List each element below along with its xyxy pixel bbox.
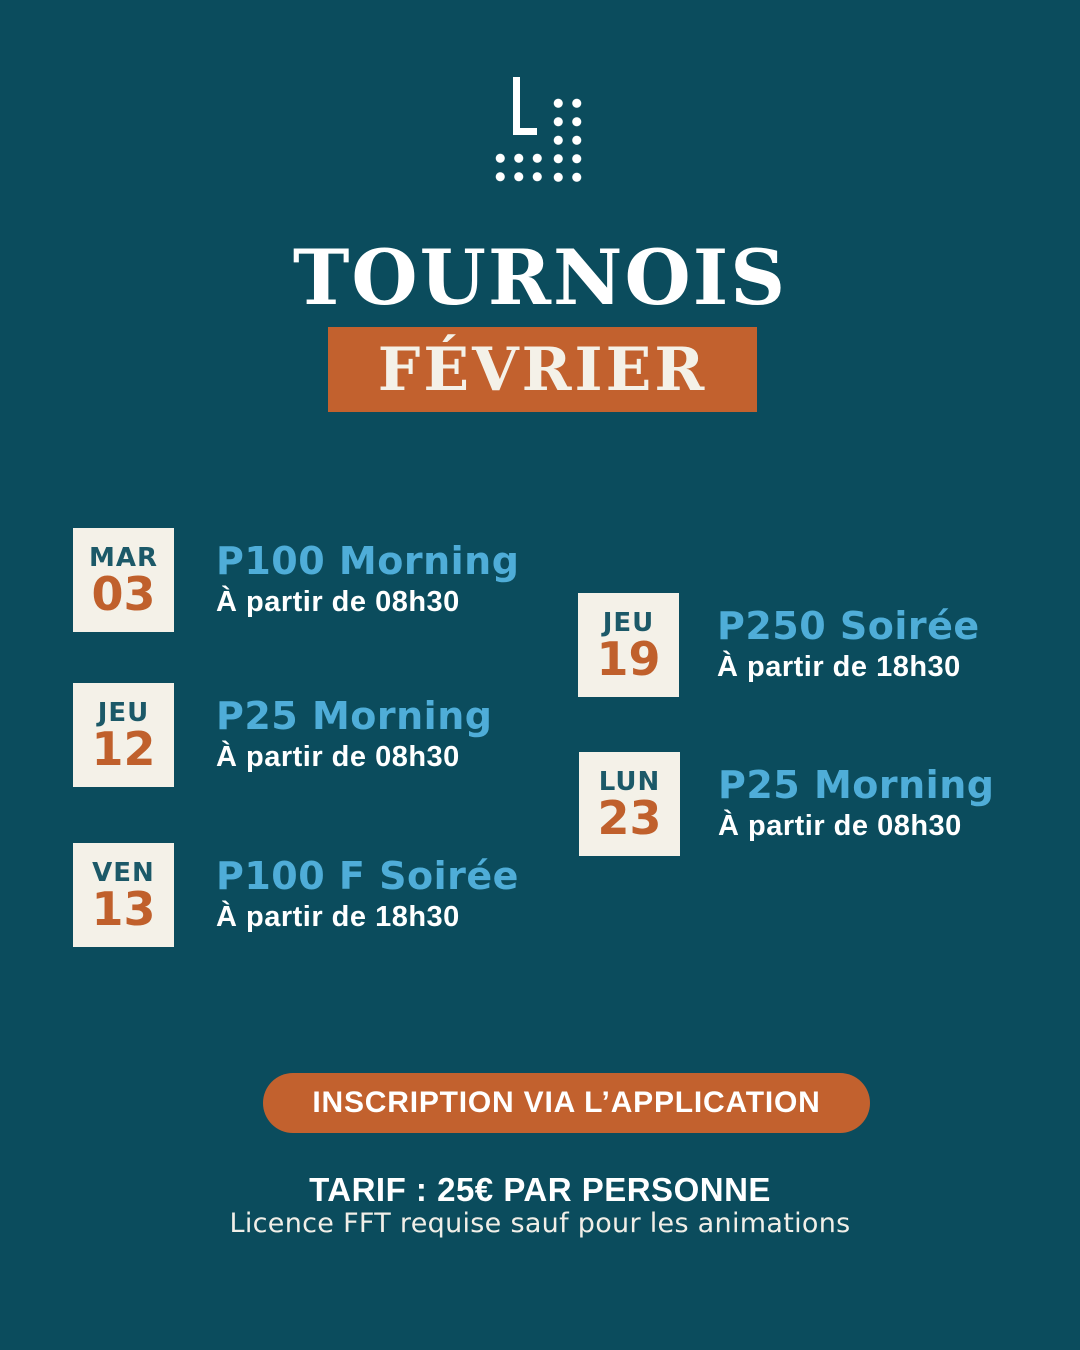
- event-date: 12: [91, 722, 156, 777]
- event-title: P250 Soirée: [717, 603, 980, 648]
- logo-dots-bottom: [491, 149, 547, 186]
- signup-button[interactable]: [263, 1073, 870, 1133]
- price-line: TARIF : 25€ PAR PERSONNE: [309, 1171, 771, 1208]
- event-time: À partir de 18h30: [717, 651, 961, 684]
- licence-note: Licence FFT requise sauf pour les animations: [229, 1208, 851, 1239]
- event-title: P25 Morning: [718, 762, 995, 807]
- event-day: MAR: [88, 542, 158, 573]
- event-row: [73, 683, 492, 787]
- page-title: TOURNOIS: [292, 233, 788, 322]
- date-card: [73, 683, 174, 787]
- date-card: [578, 593, 679, 697]
- event-time: À partir de 08h30: [216, 586, 460, 619]
- logo-dots-right: [549, 94, 586, 187]
- event-date: 03: [91, 567, 156, 622]
- event-time: À partir de 18h30: [216, 901, 460, 934]
- event-row: [579, 752, 994, 856]
- event-info: [216, 695, 492, 775]
- event-info: [718, 764, 994, 844]
- event-day: VEN: [92, 857, 155, 888]
- event-info: [717, 605, 980, 685]
- month-badge-label: FÉVRIER: [377, 334, 708, 405]
- signup-button-label: INSCRIPTION VIA L’APPLICATION: [312, 1086, 821, 1119]
- event-day: JEU: [97, 697, 150, 728]
- event-row: [73, 528, 519, 632]
- club-logo: [491, 77, 586, 187]
- month-badge: [328, 327, 757, 412]
- event-day: JEU: [602, 607, 655, 638]
- event-time: À partir de 08h30: [216, 741, 460, 774]
- date-card: [73, 528, 174, 632]
- event-day: LUN: [598, 766, 661, 797]
- event-row: [578, 593, 980, 697]
- event-title: P100 F Soirée: [216, 853, 519, 898]
- event-date: 23: [597, 791, 662, 846]
- date-card: [579, 752, 680, 856]
- event-date: 19: [596, 632, 661, 687]
- event-info: [216, 855, 519, 935]
- event-time: À partir de 08h30: [718, 810, 962, 843]
- event-info: [216, 540, 519, 620]
- event-title: P25 Morning: [216, 693, 493, 738]
- event-row: [73, 843, 519, 947]
- date-card: [73, 843, 174, 947]
- event-date: 13: [91, 882, 156, 937]
- event-title: P100 Morning: [216, 538, 520, 583]
- logo-letter-l-icon: [513, 77, 537, 135]
